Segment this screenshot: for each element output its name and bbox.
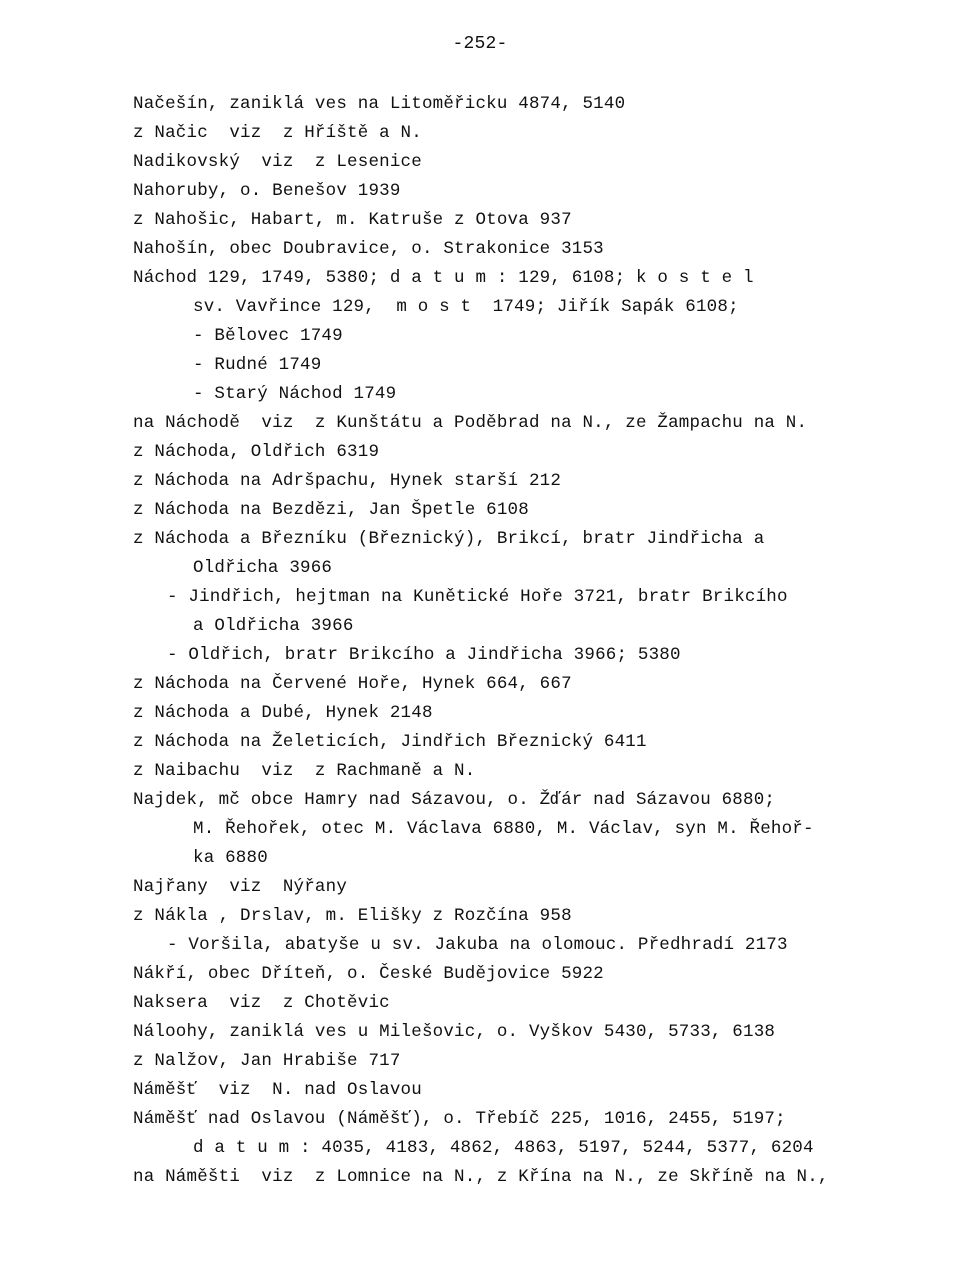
- index-line: z Nahošic, Habart, m. Katruše z Otova 937: [133, 210, 572, 230]
- index-line: - Rudné 1749: [193, 355, 322, 375]
- index-line: z Načic viz z Hříště a N.: [133, 123, 422, 143]
- index-line: Náloohy, zaniklá ves u Milešovic, o. Vyškov 5430, 5733, 6138: [133, 1022, 776, 1042]
- index-line: - Jindřich, hejtman na Kunětické Hoře 3721, bratr Brikcího: [167, 587, 788, 607]
- index-line: Načešín, zaniklá ves na Litoměřicku 4874, 5140: [133, 94, 626, 114]
- index-line: Náměšť viz N. nad Oslavou: [133, 1080, 422, 1100]
- index-line: Nahoruby, o. Benešov 1939: [133, 181, 401, 201]
- index-line: sv. Vavřince 129, m o s t 1749; Jiřík Sapák 6108;: [193, 297, 739, 317]
- index-line: - Voršila, abatyše u sv. Jakuba na olomouc. Předhradí 2173: [167, 935, 788, 955]
- index-line: z Náchoda a Dubé, Hynek 2148: [133, 703, 433, 723]
- index-line: M. Řehořek, otec M. Václava 6880, M. Václav, syn M. Řehoř-: [193, 819, 814, 839]
- index-line: Náměšť nad Oslavou (Náměšť), o. Třebíč 225, 1016, 2455, 5197;: [133, 1109, 786, 1129]
- index-line: Naksera viz z Chotěvic: [133, 993, 390, 1013]
- index-line: z Náchoda na Červené Hoře, Hynek 664, 667: [133, 674, 572, 694]
- index-line: z Nákla , Drslav, m. Elišky z Rozčína 958: [133, 906, 572, 926]
- index-line: Nákří, obec Dříteň, o. České Budějovice 5922: [133, 964, 604, 984]
- index-line: Najřany viz Nýřany: [133, 877, 348, 897]
- index-line: Oldřicha 3966: [193, 558, 333, 578]
- index-line: z Naibachu viz z Rachmaně a N.: [133, 761, 476, 781]
- index-line: z Náchoda a Březníku (Březnický), Brikcí, bratr Jindřicha a: [133, 529, 765, 549]
- index-line: z Náchoda na Bezdězi, Jan Špetle 6108: [133, 500, 529, 520]
- index-line: a Oldřicha 3966: [193, 616, 354, 636]
- index-entries: [0, 90, 960, 1192]
- index-line: - Oldřich, bratr Brikcího a Jindřicha 3966; 5380: [167, 645, 681, 665]
- index-line: z Náchoda, Oldřich 6319: [133, 442, 380, 462]
- index-line: Najdek, mč obce Hamry nad Sázavou, o. Žďár nad Sázavou 6880;: [133, 790, 776, 810]
- index-line: Nadikovský viz z Lesenice: [133, 152, 422, 172]
- index-line: ka 6880: [193, 848, 268, 868]
- index-line: - Bělovec 1749: [193, 326, 343, 346]
- index-line: Náchod 129, 1749, 5380; d a t u m : 129, 6108; k o s t e l: [133, 268, 754, 288]
- index-line: Nahošín, obec Doubravice, o. Strakonice 3153: [133, 239, 604, 259]
- index-line: z Nalžov, Jan Hrabiše 717: [133, 1051, 401, 1071]
- index-line: na Náměšti viz z Lomnice na N., z Křína na N., ze Skříně na N.,: [133, 1167, 829, 1187]
- index-line: - Starý Náchod 1749: [193, 384, 397, 404]
- page-number: -252-: [452, 34, 508, 54]
- index-line: z Náchoda na Želeticích, Jindřich Březnický 6411: [133, 732, 647, 752]
- index-line: z Náchoda na Adršpachu, Hynek starší 212: [133, 471, 562, 491]
- index-line: na Náchodě viz z Kunštátu a Poděbrad na N., ze Žampachu na N.: [133, 413, 808, 433]
- index-line: d a t u m : 4035, 4183, 4862, 4863, 5197, 5244, 5377, 6204: [193, 1138, 814, 1158]
